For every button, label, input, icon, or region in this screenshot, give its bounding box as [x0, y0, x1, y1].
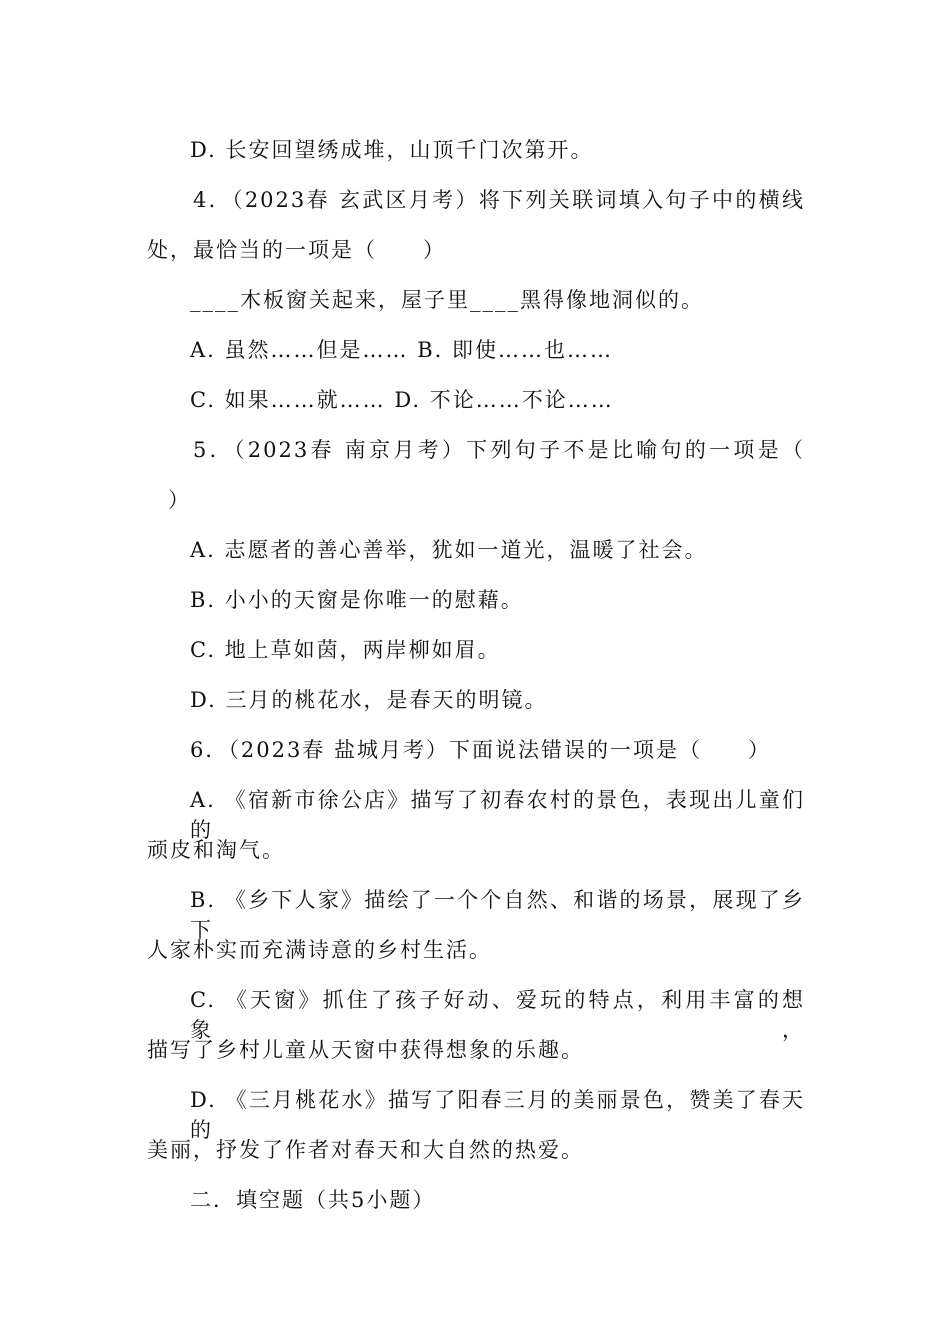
- q6-option-c-line1: C. 《天窗》抓住了孩子好动、爱玩的特点，利用丰富的想象，: [190, 988, 805, 1042]
- q5-stem-line2: ）: [168, 488, 191, 512]
- q4-options-cd: C. 如果……就…… D. 不论……不论……: [190, 388, 614, 412]
- q5-option-d: D. 三月的桃花水，是春天的明镜。: [190, 688, 548, 712]
- q5-option-c: C. 地上草如茵，两岸柳如眉。: [190, 638, 501, 662]
- q5-stem-line1: 5．（2023春 南京月考）下列句子不是比喻句的一项是（: [193, 438, 805, 462]
- q6-option-a-line2: 顽皮和淘气。: [147, 838, 285, 862]
- q6-option-b-line1: B. 《乡下人家》描绘了一个个自然、和谐的场景，展现了乡下: [190, 888, 805, 942]
- section-heading-fill-in: 二．填空题（共5小题）: [190, 1188, 436, 1212]
- q4-options-ab: A. 虽然……但是…… B. 即使……也……: [190, 338, 613, 362]
- q4-stem-line1: 4．（2023春 玄武区月考）将下列关联词填入句子中的横线: [193, 188, 805, 212]
- q6-option-b-line2: 人家朴实而充满诗意的乡村生活。: [147, 938, 492, 962]
- q3-option-d: D. 长安回望绣成堆，山顶千门次第开。: [190, 138, 594, 162]
- q5-option-a: A. 志愿者的善心善举，犹如一道光，温暖了社会。: [190, 538, 708, 562]
- q6-option-c-line2: 描写了乡村儿童从天窗中获得想象的乐趣。: [147, 1038, 584, 1062]
- q5-option-b: B. 小小的天窗是你唯一的慰藉。: [190, 588, 524, 612]
- q6-option-d-line2: 美丽，抒发了作者对春天和大自然的热爱。: [147, 1138, 584, 1162]
- q6-option-a-line1: A. 《宿新市徐公店》描写了初春农村的景色，表现出儿童们的: [190, 788, 805, 842]
- q4-sentence: ____木板窗关起来，屋子里____黑得像地洞似的。: [190, 288, 704, 312]
- q4-stem-line2: 处，最恰当的一项是（ ）: [147, 238, 446, 262]
- q6-stem: 6．（2023春 盐城月考）下面说法错误的一项是（ ）: [190, 738, 771, 762]
- q6-option-d-line1: D. 《三月桃花水》描写了阳春三月的美丽景色，赞美了春天的: [190, 1088, 805, 1142]
